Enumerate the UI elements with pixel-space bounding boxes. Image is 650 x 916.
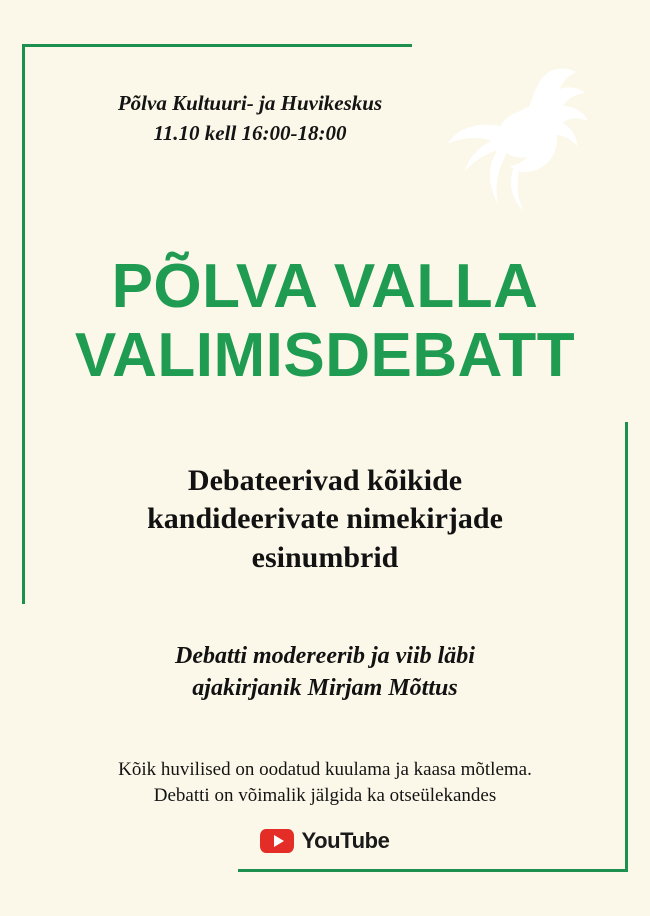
frame-line-bottom: [238, 869, 628, 872]
note-line-1: Kõik huvilised on oodatud kuulama ja kaasa mõtlema.: [118, 759, 532, 780]
title-line-2: VALIMISDEBATT: [74, 321, 576, 391]
frame-line-top: [22, 44, 412, 47]
subtitle-line-3: esinumbrid: [251, 540, 399, 574]
moderator-line-2: ajakirjanik Mirjam Mõttus: [192, 675, 458, 702]
moderator-block: [60, 640, 590, 705]
title-line-1: PÕLVA VALLA: [111, 252, 539, 321]
youtube-label: YouTube: [301, 828, 390, 853]
audience-note: [20, 757, 630, 809]
youtube-badge[interactable]: [0, 828, 650, 854]
hummingbird-icon: [448, 62, 608, 212]
venue-block: [40, 88, 460, 149]
note-line-2: Debatti on võimalik jälgida ka otseülekandes: [153, 785, 497, 807]
venue-datetime: 11.10 kell 16:00-18:00: [153, 121, 347, 146]
moderator-line-1: Debatti modereerib ja viib läbi: [175, 643, 475, 669]
venue-location: Põlva Kultuuri- ja Huvikeskus: [117, 91, 383, 115]
subtitle-block: [38, 462, 612, 577]
youtube-play-icon: [260, 829, 294, 853]
subtitle-line-2: kandideerivate nimekirjade: [147, 502, 503, 536]
subtitle-line-1: Debateerivad kõikide: [187, 464, 463, 497]
page-title: [0, 252, 650, 391]
